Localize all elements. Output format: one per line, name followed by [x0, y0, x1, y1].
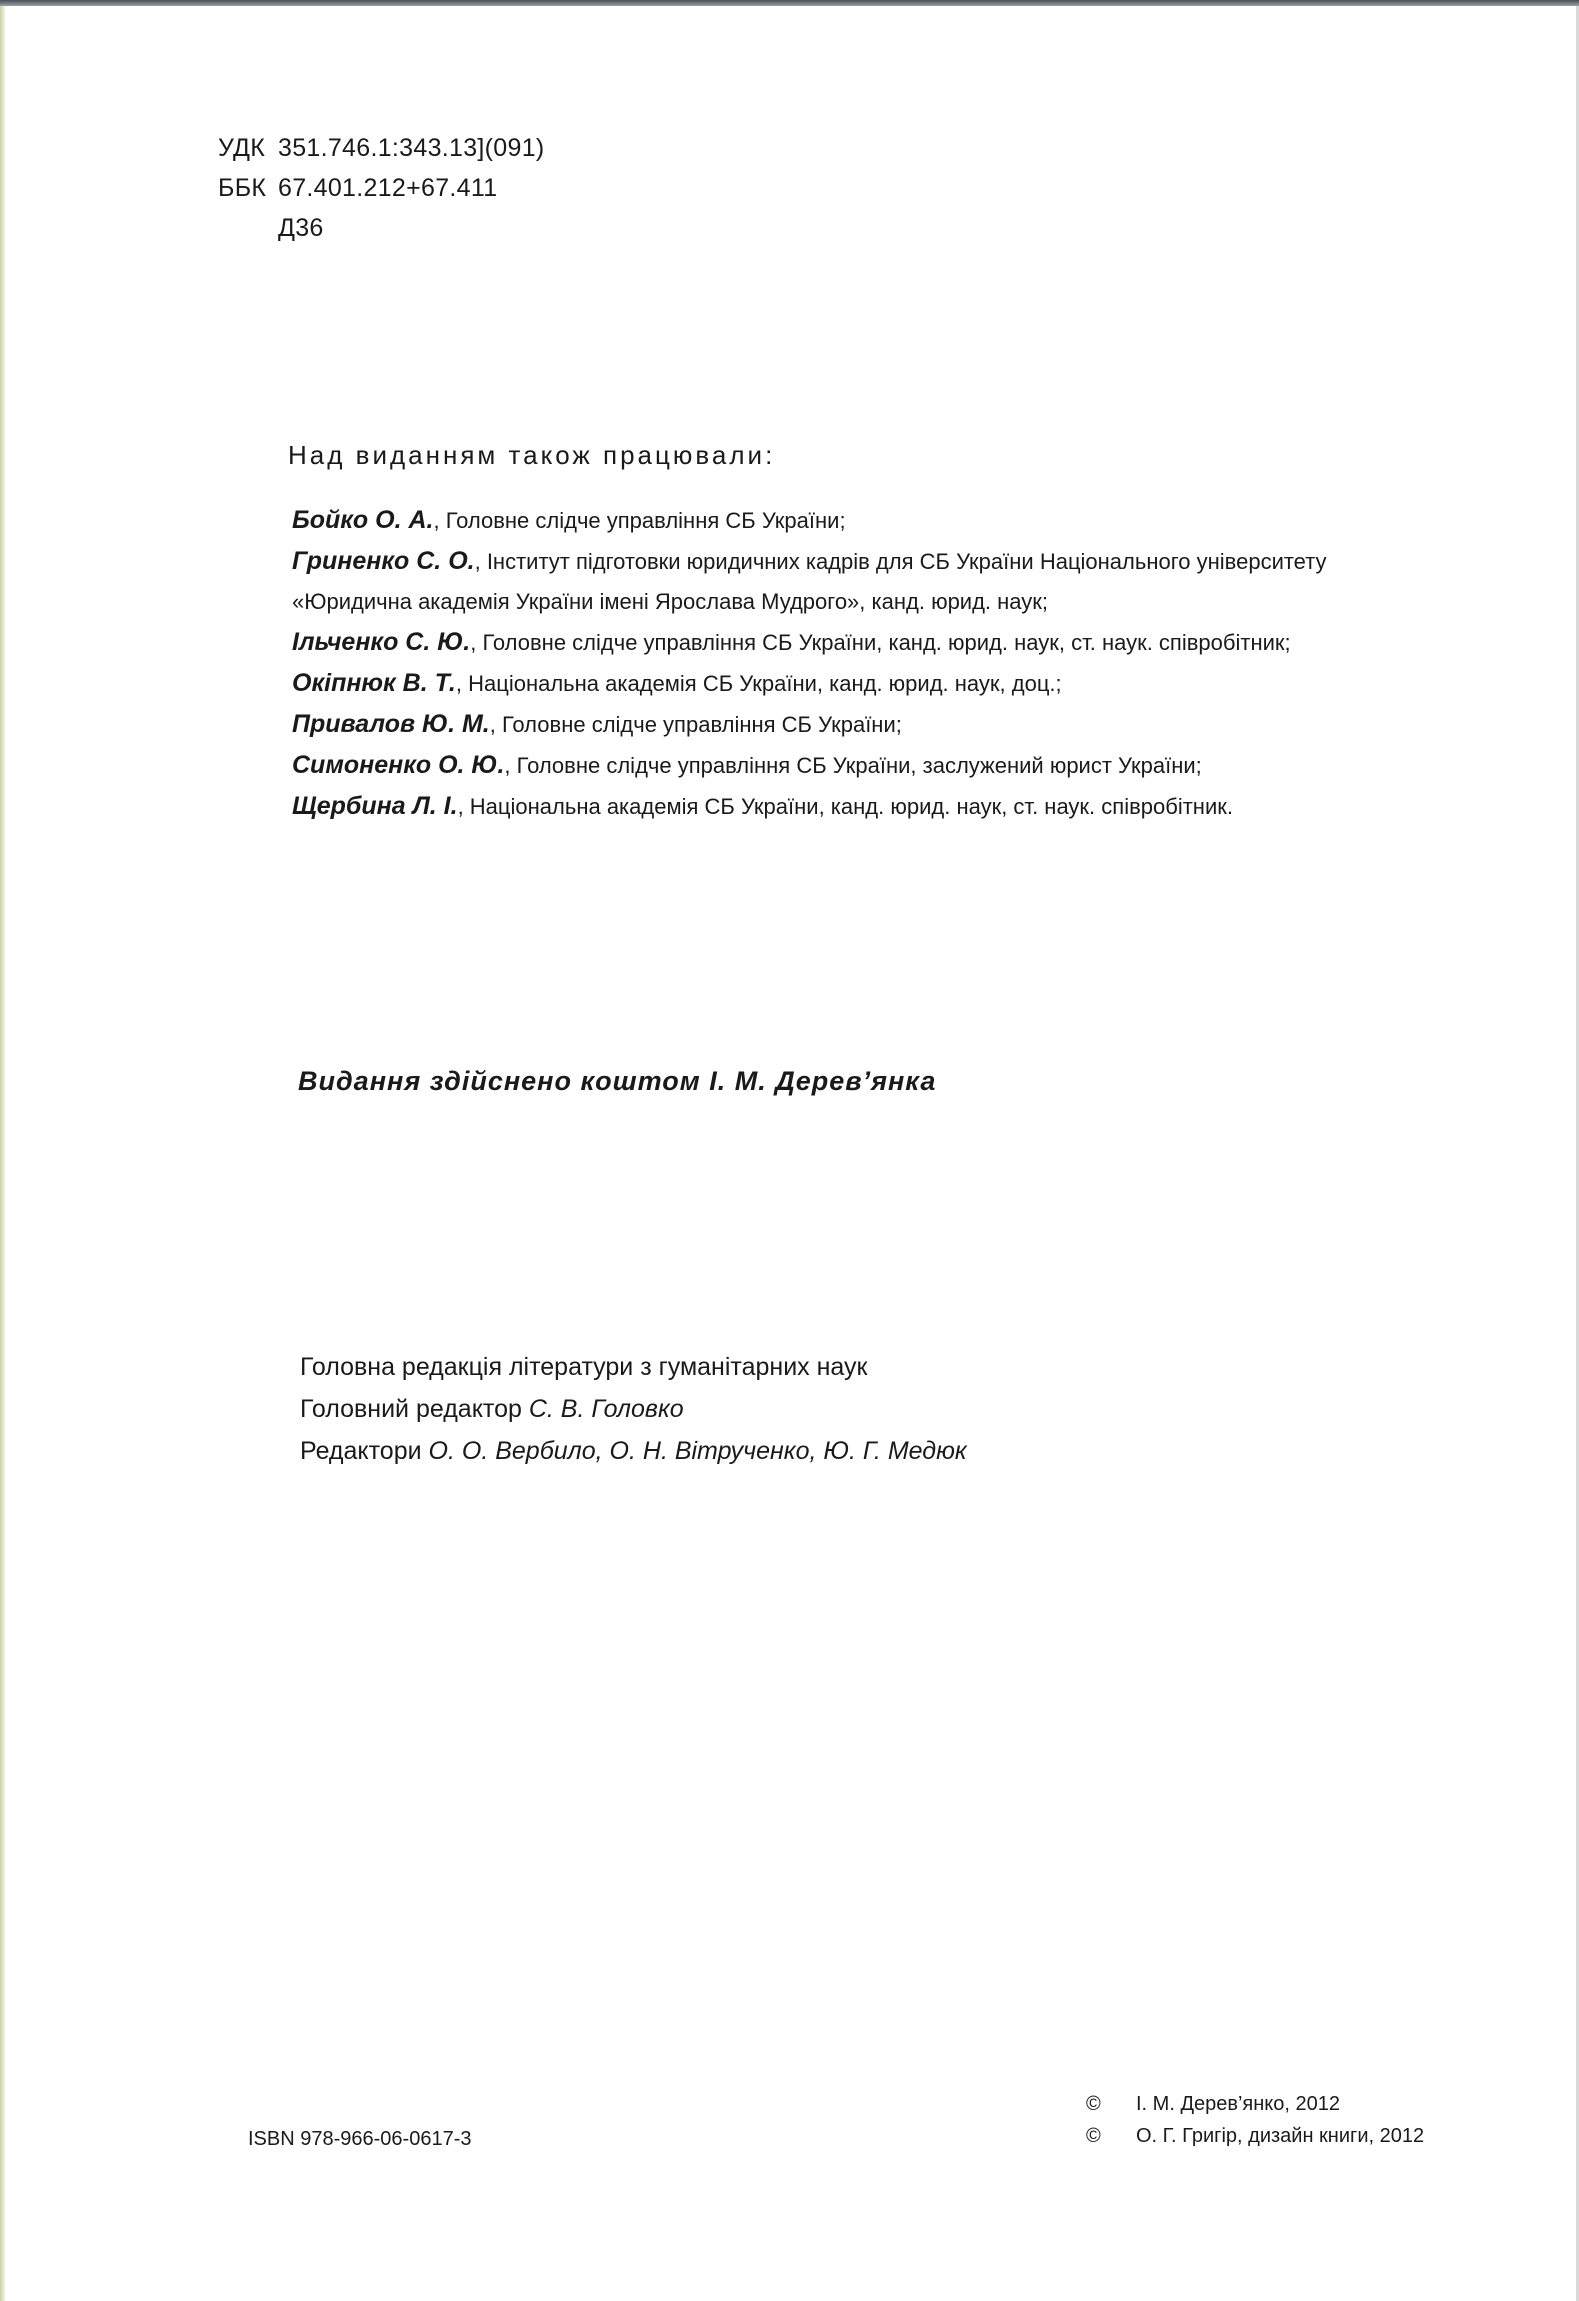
- isbn: ISBN 978-966-06-0617-3: [248, 2128, 472, 2150]
- scan-top-edge: [0, 0, 1579, 6]
- copyright-line: [1086, 2088, 1424, 2120]
- chief-editor-label: Головний редактор: [300, 1395, 529, 1423]
- contributor-details-cont: «Юридична академія України імені Ярослава Мудрого», канд. юрид. наук;: [292, 589, 1049, 614]
- copyright-symbol: ©: [1086, 2093, 1101, 2115]
- funding-note: Видання здійснено коштом І. М. Дерев’янка: [298, 1066, 937, 1096]
- contributor-item: [292, 622, 1327, 663]
- contributor-details: , Головне слідче управління СБ України;: [489, 712, 902, 737]
- contributor-details: , Національна академія СБ України, канд. юрид. наук, ст. наук. співробітник.: [457, 794, 1233, 819]
- contributor-name: Бойко О. А.: [292, 506, 434, 534]
- contributor-details: , Головне слідче управління СБ України, канд. юрид. наук, ст. наук. співробітник;: [470, 630, 1291, 655]
- contributor-name: Ільченко С. Ю.: [292, 628, 471, 656]
- chief-editor-name: С. В. Головко: [528, 1395, 684, 1423]
- contributor-item: [292, 745, 1327, 786]
- contributor-details: , Інститут підготовки юридичних кадрів для СБ України Національного університету: [474, 549, 1327, 574]
- udk-label: УДК: [218, 134, 266, 162]
- contributors-heading: Над виданням також працювали:: [288, 440, 776, 470]
- contributor-name: Привалов Ю. М.: [292, 710, 490, 738]
- contributors-list: [292, 500, 1327, 827]
- scan-left-edge: [0, 6, 5, 2301]
- contributor-details: , Національна академія СБ України, канд. юрид. наук, доц.;: [455, 671, 1062, 696]
- copyright-text: І. М. Дерев’янко, 2012: [1136, 2093, 1341, 2115]
- chief-editor-row: [300, 1388, 967, 1430]
- contributor-name: Гриненко С. О.: [292, 547, 475, 575]
- contributor-details: , Головне слідче управління СБ України, заслужений юрист України;: [504, 753, 1202, 778]
- contributor-item: [292, 500, 1327, 541]
- editors-label: Редактори: [300, 1437, 429, 1465]
- editorial-office: Головна редакція літератури з гуманітарних наук: [300, 1353, 868, 1381]
- contributor-item: [292, 541, 1327, 622]
- contributor-item: [292, 704, 1327, 745]
- udk-value: 351.746.1:343.13](091): [278, 134, 545, 162]
- bbk-value: 67.401.212+67.411: [278, 174, 498, 202]
- contributor-details: , Головне слідче управління СБ України;: [433, 508, 846, 533]
- copyright-symbol: ©: [1086, 2125, 1101, 2147]
- contributor-item: [292, 786, 1327, 827]
- editorial-block: [300, 1346, 967, 1472]
- copyright-text: О. Г. Григір, дизайн книги, 2012: [1136, 2125, 1425, 2147]
- contributor-name: Симоненко О. Ю.: [292, 751, 505, 779]
- contributor-name: Щербина Л. І.: [292, 792, 458, 820]
- bbk-row: [218, 168, 545, 208]
- contributor-name: Окіпнюк В. Т.: [292, 669, 456, 697]
- classification-block: [218, 128, 545, 248]
- bbk-label: ББК: [218, 174, 267, 202]
- copyright-block: [1086, 2088, 1424, 2152]
- copyright-line: [1086, 2120, 1424, 2152]
- author-mark: Д36: [278, 214, 324, 242]
- editors-row: [300, 1430, 967, 1472]
- contributor-item: [292, 663, 1327, 704]
- udk-row: [218, 128, 545, 168]
- editors-names: О. О. Вербило, О. Н. Вітрученко, Ю. Г. Медюк: [428, 1437, 967, 1465]
